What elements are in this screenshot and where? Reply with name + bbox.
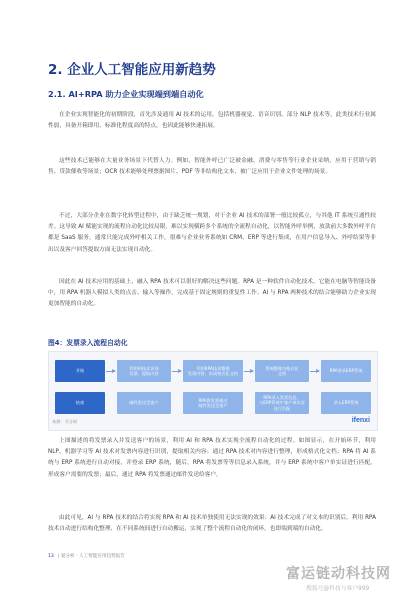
paragraph: 这些技术已能够在大量业务场景下代替人力。例如，智能外呼已广泛被金融、消费与零售等行业企业采纳，应用于营销与销售、贷款催收等场景；OCR 技术能够处理票据图片、PDF 等非结构化文本，被广泛应用于企业文件处理的场景。	[48, 158, 376, 176]
flow-arrow	[172, 371, 181, 372]
flow-node: RPA录入发票信息， 与ERP系统中客户单实证进行匹配	[255, 392, 309, 414]
flow-arrow	[244, 371, 253, 372]
flow-node: 录入ERP系统	[321, 392, 371, 414]
paragraph: 上图描述的将发票录入并发送客户的场景，利用 AI 和 RPA 技术实现全流程自动化的过程。如图显示，在开始环节，利用 NLP、机器学习等 AI 技术对发票内容进行识别，提取相关内容；通过 RPA 技术对内容进行整理，形成格式化文档；RPA 将 AI 系统与 ERP 系统进行自动对接，并登录 ERP 系统，随后，RPA 将发票等等信息录入系统，并与 ERP 系统中客户单实证进行匹配，形成客户需要的发票；最后，通过 RPA 将发票通过邮件发送给客户。	[48, 438, 376, 478]
flow-arrow	[106, 371, 115, 372]
watermark-text: 富运链动科技网	[286, 566, 391, 582]
footer-text: | 爱分析 · 人工智能应用趋势报告	[57, 554, 125, 559]
flow-node-start: 开始	[55, 360, 105, 382]
flow-node: 利用RPA技术整理 发票内容，形成格式化文档	[183, 360, 243, 382]
flow-node: RPA将发票通过 邮件发送至客户	[183, 392, 243, 414]
paragraph: 由此可见，AI 与 RPA 技术的结合将实现 RPA 和 AI 技术单独使用无法实现的效果：AI 技术完成了对文本的识别后，利用 RPA 技术自动进行结构化整理、在不同系统间进行自动搬运，实现了整个流程自动化的闭环，也即端到端的自动化。	[48, 515, 376, 533]
flowchart	[48, 351, 378, 431]
flow-node: 邮件发送至客户	[117, 392, 171, 414]
flow-node: 利用AI技术识别 发票，提取内容	[117, 360, 171, 382]
paragraph: 因此在 AI 技术应用的基础上，融入 RPA 技术可以很好的解决这些问题。RPA 是一种软件自动化技术，它能在电脑等智能设备中，用 RPA 机器人模拟人类的点击、输入等操作，完成基于固定规则的重复性工作。AI 与 RPA 两种技术的结合能够助力企业实现更加智能的自动化。	[48, 279, 376, 308]
ifenxi-logo: ifenxi	[351, 417, 370, 424]
paragraph: 不过，大部分企业在数字化转型过程中，由于缺乏统一规划，对于企业 AI 技术的部署一般比较孤立，与其他 IT 系统互通性较差。这导致 AI 赋能实现的流程自动化比较局限，难以实现横跨多个系统的全流程自动化，以智能外呼举例，放款前大多数外呼平台都是 SaaS 服务，通常只能完成外呼相关工作，很难与企业业务系统如 CRM、ERP 等进行集成，在用户信息导入、外呼结果等非出以及客户回答提取方面无法实现自动化。	[48, 213, 376, 253]
watermark-subtext: 搜狐号@科技与客户999	[306, 586, 370, 592]
flow-node-end: 结束	[55, 392, 105, 414]
page-number: 13	[48, 554, 54, 559]
figure-source: 来源：艾分析	[52, 419, 78, 424]
section-title: 2. 企业人工智能应用新趋势	[48, 62, 216, 78]
paragraph: 在企业实现智能化的初期阶段，首先涉及通用 AI 技术的运用，包括机器视觉、语音识别、部分 NLP 技术等，此类技术行业属性弱，具备开箱即用、标准化程度高的特点，也因此能够快速拓展。	[48, 112, 376, 130]
flow-node: RPA登录ERP系统	[321, 360, 371, 382]
figure-title: 图4：发票录入流程自动化	[48, 339, 128, 347]
subsection-title: 2.1. AI+RPA 助力企业实现端到端自动化	[48, 89, 204, 99]
page-footer	[48, 553, 348, 559]
flow-node: 系统整理为格式化 文档	[255, 360, 309, 382]
flow-arrow	[310, 371, 319, 372]
